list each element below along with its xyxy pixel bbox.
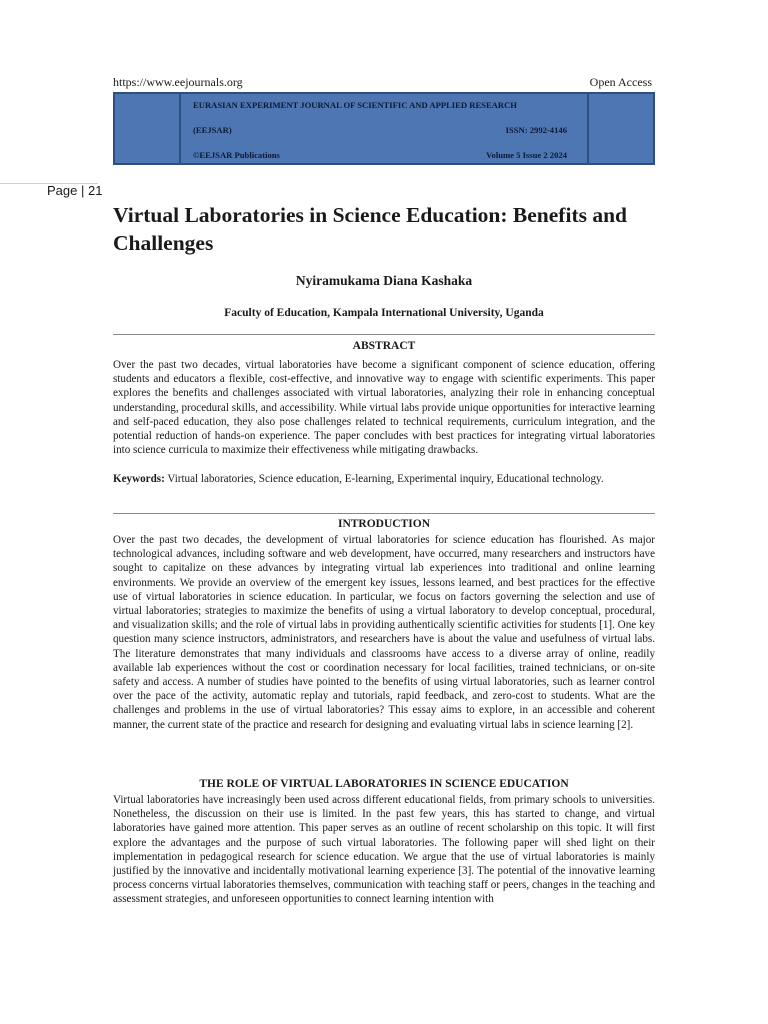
journal-url[interactable]: https://www.eejournals.org bbox=[113, 75, 243, 89]
abstract-heading: ABSTRACT bbox=[352, 340, 416, 352]
abstract-bottom-rule bbox=[113, 513, 655, 514]
journal-name: EURASIAN EXPERIMENT JOURNAL OF SCIENTIFIC AND APPLIED RESEARCH bbox=[193, 100, 517, 110]
keywords-label: Keywords: bbox=[113, 473, 165, 485]
journal-issn: ISSN: 2992-4146 bbox=[505, 125, 567, 135]
abstract-top-rule bbox=[113, 334, 655, 335]
open-access-label: Open Access bbox=[589, 75, 652, 89]
journal-volume: Volume 5 Issue 2 2024 bbox=[486, 150, 567, 160]
introduction-heading: INTRODUCTION bbox=[337, 518, 430, 530]
keywords bbox=[113, 472, 655, 486]
role-section-text: Virtual laboratories have increasingly been used across different educational fields, from primary schools to universities. Nonetheless, the discussion on their use is limited. In the past few years, this has started to change, and virtual laboratories have gained more attention. This paper serves as an outline of recent scholarship on this topic. It will first explore the advantages and the purpose of such virtual laboratories. The following paper will shed light on their implementation in pedagogical research for science education. We argue that the use of virtual laboratories is mainly justified by the innovative and incidentally motivational learning experience [3]. The potential of the innovative learning process concerns virtual laboratories themselves, communication with teaching staff or peers, changes in the teaching and assessment strategies, and unforeseen opportunities to connect learning intention with bbox=[113, 794, 655, 906]
article-author: Nyiramukama Diana Kashaka bbox=[295, 273, 473, 288]
page-number: Page | 21 bbox=[47, 183, 103, 198]
role-section-heading: THE ROLE OF VIRTUAL LABORATORIES IN SCIENCE EDUCATION bbox=[199, 778, 569, 790]
journal-banner bbox=[113, 92, 655, 165]
abstract-text: Over the past two decades, virtual laboratories have become a significant component of science education, offering students and educators a flexible, cost-effective, and innovative way to engage with scientific experiments. This paper explores the benefits and challenges associated with virtual laboratories, analyzing their role in enhancing conceptual understanding, procedural skills, and accessibility. While virtual labs provide unique opportunities for interactive learning and self-paced education, they also pose challenges related to technical requirements, curriculum integration, and the potential reduction of hands-on experience. The paper concludes with best practices for integrating virtual laboratories into science curricula to maximize their effectiveness while mitigating drawbacks. bbox=[113, 359, 655, 457]
journal-banner-center bbox=[179, 94, 589, 163]
keywords-list: Virtual laboratories, Science education, E-learning, Experimental inquiry, Educational technology. bbox=[167, 473, 604, 485]
article-title: Virtual Laboratories in Science Education: Benefits and Challenges bbox=[113, 203, 628, 255]
introduction-text: Over the past two decades, the development of virtual laboratories for science education has flourished. As major technological advances, including software and web development, have occurred, many researchers and instructors have sought to capitalize on these advances by integrating virtual lab experiences into traditional and online learning environments. We provide an overview of the emergent key issues, lessons learned, and best practices for the effective use of virtual laboratories in science education. In particular, we focus on factors governing the selection and use of virtual laboratories; strategies to maximize the benefits of using a virtual laboratory to develop conceptual, procedural, and visualization skills; and the role of virtual labs in providing authentically scientific activities for students [1]. One key question many science instructors, administrators, and researchers have is about the value and usefulness of virtual labs. The literature demonstrates that many individuals and classrooms have access to a diverse array of online, readily available lab experiences without the cost or coordination necessary for local facilities, trained technicians, or on-site safety and access. A number of studies have pointed to the benefits of using virtual laboratories, such as learner control over the pace of the activity, automatic replay and tutorials, rapid feedback, and zero-cost to students. What are the challenges and problems in the use of virtual laboratories? This essay aims to explore, in an accessible and coherent manner, the current state of the practice and research for designing and evaluating virtual labs in science learning [2]. bbox=[113, 534, 655, 731]
author-affiliation: Faculty of Education, Kampala International University, Uganda bbox=[224, 307, 544, 319]
journal-abbrev: (EEJSAR) bbox=[193, 125, 232, 135]
journal-publisher: ©EEJSAR Publications bbox=[193, 150, 280, 160]
